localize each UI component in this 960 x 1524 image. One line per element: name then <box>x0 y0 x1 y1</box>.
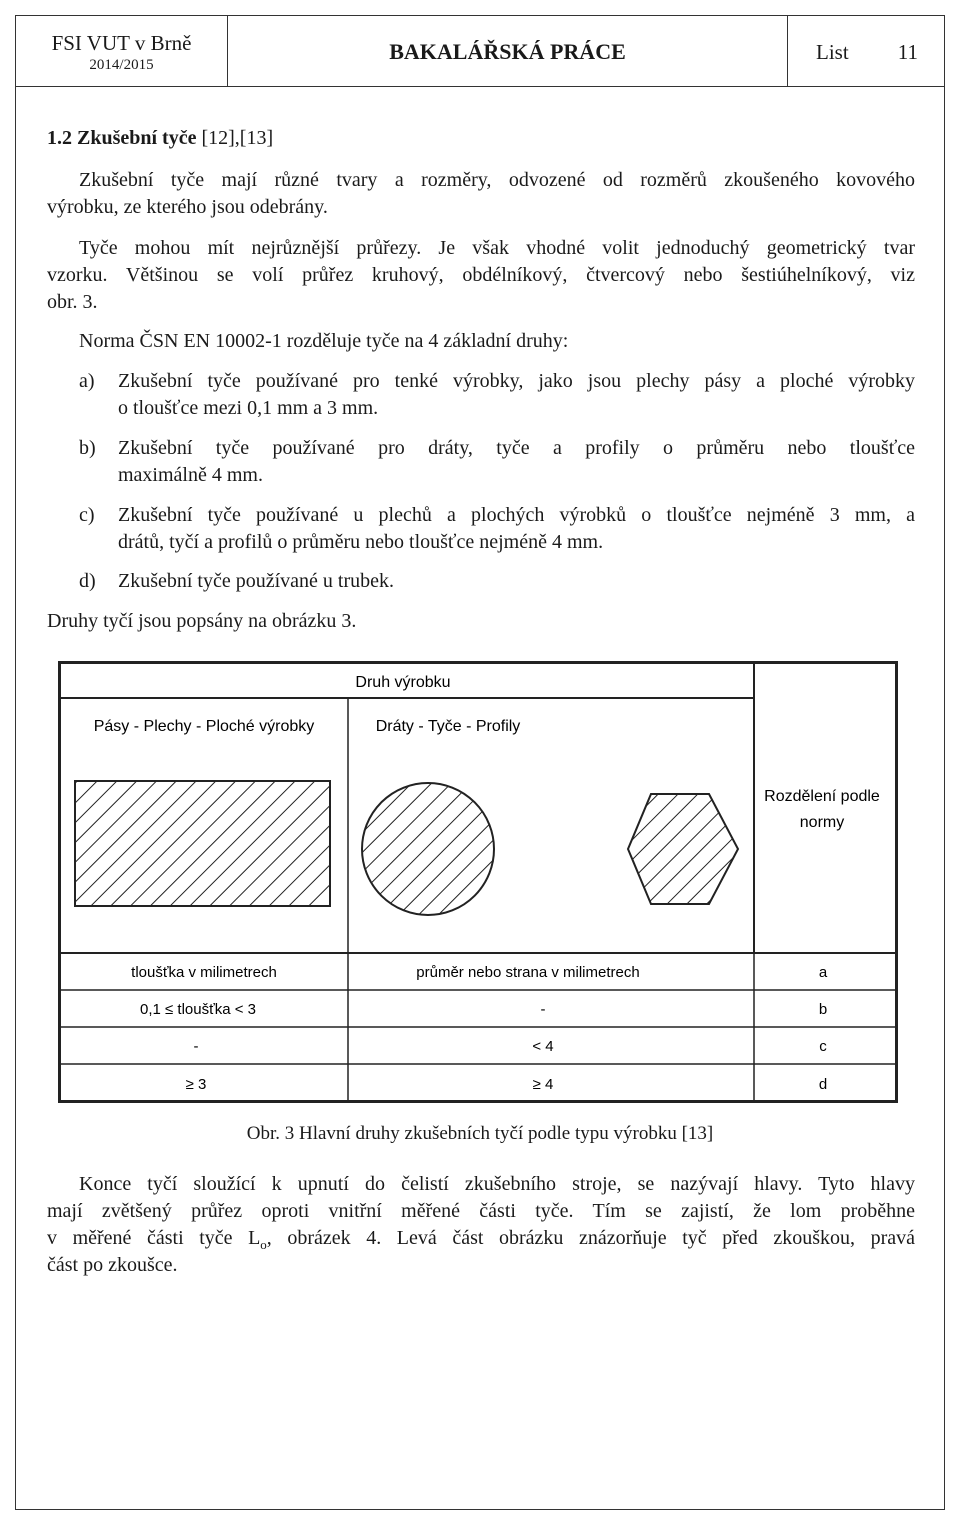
figure-reference-sentence: Druhy tyčí jsou popsány na obrázku 3. <box>47 610 357 632</box>
table-header-diameter: průměr nebo strana v milimetrech <box>416 964 640 981</box>
table-cell: - <box>540 1001 546 1018</box>
table-header-thickness: tloušťka v milimetrech <box>131 964 277 981</box>
final-paragraph-line-4: část po zkoušce. <box>47 1254 178 1276</box>
page-label: List <box>816 40 849 64</box>
norm-division-label-line-1: Rozdělení podle <box>764 788 880 805</box>
list-marker: d) <box>79 570 96 592</box>
rectangle-cross-section-shape <box>75 781 330 906</box>
list-marker: b) <box>79 437 96 459</box>
paragraph-1-line-2: výrobku, ze kterého jsou odebrány. <box>47 196 328 218</box>
paragraph-1-line-1: Zkušební tyče mají různé tvary a rozměry, odvozené od rozměrů zkoušeného kovového <box>79 169 915 191</box>
figure-top-header: Druh výrobku <box>355 674 451 691</box>
paragraph-2-line-3: obr. 3. <box>47 291 98 313</box>
subscript-o: o <box>260 1237 267 1252</box>
paragraph-2-line-2: vzorku. Většinou se volí průřez kruhový, obdélníkový, čtvercový nebo šestiúhelníkový, viz <box>47 264 915 286</box>
figure-3-product-types <box>58 661 898 1103</box>
column-header-flat-products: Pásy - Plechy - Ploché výrobky <box>93 718 315 735</box>
table-cell: < 4 <box>532 1038 554 1055</box>
list-marker: a) <box>79 370 95 392</box>
paragraph-3: Norma ČSN EN 10002-1 rozděluje tyče na 4 základní druhy: <box>79 330 569 352</box>
paragraph-2-line-1: Tyče mohou mít nejrůznější průřezy. Je však vhodné volit jednoduchý geometrický tvar <box>79 237 915 259</box>
final-paragraph-line-1: Konce tyčí sloužící k upnutí do čelistí zkušebního stroje, se nazývají hlavy. Tyto hlavy <box>79 1173 915 1195</box>
list-item-line-2: drátů, tyčí a profilů o průměru nebo tloušťce nejméně 4 mm. <box>118 531 604 553</box>
table-cell: ≥ 4 <box>532 1076 554 1093</box>
final-paragraph-line-2: mají zvětšený průřez oproti vnitřní měřené části tyče. Tím se zajistí, že lom proběhne <box>47 1200 915 1222</box>
line-text-start: v měřené části tyče L <box>47 1227 261 1249</box>
line-text-end: , obrázek 4. Levá část obrázku znázorňuje tyč před zkouškou, pravá <box>266 1227 915 1249</box>
table-cell: 0,1 ≤ tloušťka < 3 <box>139 1001 257 1018</box>
table-cell: c <box>819 1038 827 1055</box>
list-item-line-1: Zkušební tyče používané u trubek. <box>118 570 395 592</box>
list-item-line-2: o tloušťce mezi 0,1 mm a 3 mm. <box>118 397 379 419</box>
norm-division-label-line-2: normy <box>799 814 845 831</box>
table-header-type: a <box>818 964 828 981</box>
circle-cross-section-shape <box>362 783 494 915</box>
section-title: 1.2 Zkušební tyče <box>47 127 197 149</box>
academic-year: 2014/2015 <box>89 57 154 73</box>
table-cell: d <box>818 1076 828 1093</box>
table-cell: b <box>818 1001 828 1018</box>
list-item-line-1: Zkušební tyče používané pro dráty, tyče a profily o průměru nebo tloušťce <box>118 437 915 459</box>
column-header-wires-bars: Dráty - Tyče - Profily <box>375 718 521 735</box>
list-item-line-1: Zkušební tyče používané pro tenké výrobky, jako jsou plechy pásy a ploché výrobky <box>118 370 915 392</box>
list-item-line-2: maximálně 4 mm. <box>118 464 263 486</box>
figure-caption: Obr. 3 Hlavní druhy zkušebních tyčí podle typu výrobku [13] <box>246 1123 714 1144</box>
hexagon-cross-section-shape <box>628 794 738 904</box>
institution-name: FSI VUT v Brně <box>51 31 192 55</box>
table-cell: - <box>193 1038 199 1055</box>
section-heading <box>47 127 273 150</box>
header-institution-cell <box>16 16 228 86</box>
thesis-type-title: BAKALÁŘSKÁ PRÁCE <box>228 16 788 86</box>
section-refs: [12],[13] <box>201 127 274 149</box>
page-header <box>15 15 945 87</box>
list-item-line-1: Zkušební tyče používané u plechů a plochých výrobků o tloušťce nejméně 3 mm, a <box>118 504 915 526</box>
header-page-cell <box>788 16 944 86</box>
page-number: 11 <box>897 40 918 64</box>
table-cell: ≥ 3 <box>185 1076 207 1093</box>
list-marker: c) <box>79 504 95 526</box>
